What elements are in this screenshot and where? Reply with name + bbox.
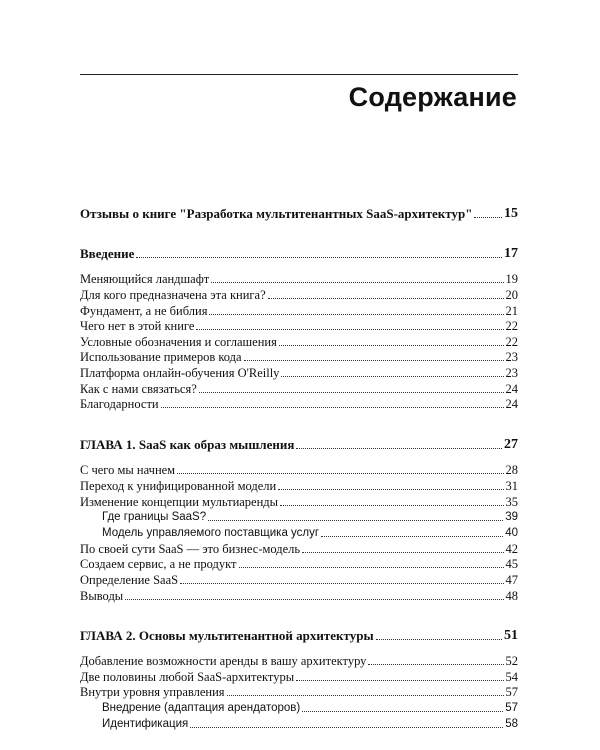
toc-entry-chapter-2[interactable] bbox=[80, 627, 518, 643]
toc-entry-page: 57 bbox=[505, 702, 518, 714]
toc-entry-label: Создаем сервис, а не продукт bbox=[80, 557, 237, 571]
toc-entry-subsection[interactable] bbox=[80, 715, 518, 731]
toc-entry-label: ГЛАВА 1. SaaS как образ мышления bbox=[80, 437, 295, 452]
toc-entry-label: Где границы SaaS? bbox=[102, 511, 207, 523]
toc-entry-page: 57 bbox=[505, 685, 518, 699]
toc-entry[interactable] bbox=[80, 587, 518, 603]
toc-entry-page: 47 bbox=[505, 573, 518, 587]
dot-leader bbox=[196, 329, 503, 330]
toc-entry-page: 48 bbox=[505, 589, 518, 603]
toc-entry-chapter-1[interactable] bbox=[80, 436, 518, 452]
toc-entry-subsection[interactable] bbox=[80, 699, 518, 715]
dot-leader bbox=[180, 583, 503, 584]
toc-entry[interactable] bbox=[80, 461, 518, 477]
toc-entry-subsection[interactable] bbox=[80, 508, 518, 524]
toc-entry-page: 20 bbox=[505, 288, 518, 302]
dot-leader bbox=[190, 727, 503, 728]
dot-leader bbox=[296, 448, 502, 449]
toc-entry[interactable] bbox=[80, 571, 518, 587]
dot-leader bbox=[211, 282, 503, 283]
toc-entry-label: Две половины любой SaaS-архитектуры bbox=[80, 670, 295, 684]
toc-entry-label: Идентификация bbox=[102, 718, 189, 730]
dot-leader bbox=[199, 392, 504, 393]
toc-entry-label: С чего мы начнем bbox=[80, 463, 176, 477]
toc-entry-label: Переход к унифицированной модели bbox=[80, 479, 277, 493]
toc-entry[interactable] bbox=[80, 364, 518, 380]
toc-entry-label: Меняющийся ландшафт bbox=[80, 272, 210, 286]
toc-entry[interactable] bbox=[80, 652, 518, 668]
toc-entry-label: Использование примеров кода bbox=[80, 350, 242, 364]
toc-entry[interactable] bbox=[80, 477, 518, 493]
toc-entry-subsection[interactable] bbox=[80, 524, 518, 540]
header-rule bbox=[80, 74, 518, 75]
toc-entry-label: Чего нет в этой книге bbox=[80, 319, 195, 333]
toc-entry-page: 15 bbox=[504, 206, 518, 221]
dot-leader bbox=[268, 298, 504, 299]
toc-entry-page: 58 bbox=[505, 718, 518, 730]
toc-entry-page: 23 bbox=[505, 366, 518, 380]
dot-leader bbox=[161, 407, 504, 408]
toc-entry-label: Платформа онлайн-обучения O'Reilly bbox=[80, 366, 280, 380]
toc-entry[interactable] bbox=[80, 555, 518, 571]
toc-entry-page: 22 bbox=[505, 335, 518, 349]
toc-entry-page: 35 bbox=[505, 495, 518, 509]
toc-entry-page: 24 bbox=[505, 397, 518, 411]
toc-entry[interactable] bbox=[80, 348, 518, 364]
toc-entry-label: Внутри уровня управления bbox=[80, 685, 225, 699]
toc-entry-label: Условные обозначения и соглашения bbox=[80, 335, 277, 349]
dot-leader bbox=[321, 536, 503, 537]
toc-entry[interactable] bbox=[80, 493, 518, 509]
toc-entry-page: 51 bbox=[504, 628, 518, 643]
toc-entry-label: Для кого предназначена эта книга? bbox=[80, 288, 266, 302]
toc-entry[interactable] bbox=[80, 302, 518, 318]
toc-entry-page: 45 bbox=[505, 557, 518, 571]
toc-entry-label: Фундамент, а не библия bbox=[80, 304, 208, 318]
dot-leader bbox=[368, 664, 503, 665]
toc-entry-label: По своей сути SaaS — это бизнес-модель bbox=[80, 542, 301, 556]
dot-leader bbox=[208, 520, 503, 521]
toc-entry-reviews[interactable] bbox=[80, 205, 518, 221]
toc-entry-label: Добавление возможности аренды в вашу архитектуру bbox=[80, 654, 367, 668]
toc-entry[interactable] bbox=[80, 270, 518, 286]
toc-entry-page: 54 bbox=[505, 670, 518, 684]
toc-entry-introduction[interactable] bbox=[80, 245, 518, 261]
toc-entry[interactable] bbox=[80, 395, 518, 411]
toc-entry-page: 39 bbox=[505, 511, 518, 523]
toc-entry-label: ГЛАВА 2. Основы мультитенантной архитектуры bbox=[80, 628, 374, 643]
dot-leader bbox=[278, 489, 503, 490]
toc-entry-page: 31 bbox=[505, 479, 518, 493]
dot-leader bbox=[177, 473, 503, 474]
toc-entry-page: 22 bbox=[505, 319, 518, 333]
toc-entry-label: Внедрение (адаптация арендаторов) bbox=[102, 702, 301, 714]
dot-leader bbox=[239, 567, 504, 568]
dot-leader bbox=[302, 552, 503, 553]
dot-leader bbox=[209, 314, 503, 315]
toc-entry-label: Модель управляемого поставщика услуг bbox=[102, 527, 320, 539]
dot-leader bbox=[296, 680, 503, 681]
toc-entry-page: 40 bbox=[505, 527, 518, 539]
toc-entry-page: 17 bbox=[504, 246, 518, 261]
dot-leader bbox=[281, 376, 503, 377]
toc-entry-page: 19 bbox=[505, 272, 518, 286]
dot-leader bbox=[279, 345, 504, 346]
dot-leader bbox=[376, 639, 502, 640]
dot-leader bbox=[244, 360, 504, 361]
page-title: Содержание bbox=[348, 82, 517, 112]
dot-leader bbox=[125, 599, 503, 600]
dot-leader bbox=[302, 711, 503, 712]
toc-entry-page: 52 bbox=[505, 654, 518, 668]
toc-entry[interactable] bbox=[80, 668, 518, 684]
toc-entry-page: 27 bbox=[504, 437, 518, 452]
toc-entry-label: Определение SaaS bbox=[80, 573, 179, 587]
dot-leader bbox=[227, 695, 504, 696]
toc-entry-page: 21 bbox=[505, 304, 518, 318]
toc-entry-label: Выводы bbox=[80, 589, 124, 603]
dot-leader bbox=[280, 505, 503, 506]
toc-entry-label: Благодарности bbox=[80, 397, 159, 411]
toc-entry[interactable] bbox=[80, 380, 518, 396]
toc-entry-label: Введение bbox=[80, 246, 135, 261]
toc-entry-page: 23 bbox=[505, 350, 518, 364]
dot-leader bbox=[474, 217, 502, 218]
toc-entry-label: Как с нами связаться? bbox=[80, 382, 197, 396]
toc-entry-label: Изменение концепции мультиаренды bbox=[80, 495, 279, 509]
toc-entry-page: 24 bbox=[505, 382, 518, 396]
toc-entry[interactable] bbox=[80, 333, 518, 349]
dot-leader bbox=[136, 257, 502, 258]
toc-entry[interactable] bbox=[80, 540, 518, 556]
toc-entry[interactable] bbox=[80, 286, 518, 302]
toc-entry-label: Отзывы о книге "Разработка мультитенантных SaaS-архитектур" bbox=[80, 206, 473, 221]
toc-entry[interactable] bbox=[80, 683, 518, 699]
toc-entry-page: 28 bbox=[505, 463, 518, 477]
toc-entry[interactable] bbox=[80, 317, 518, 333]
toc-entry-page: 42 bbox=[505, 542, 518, 556]
